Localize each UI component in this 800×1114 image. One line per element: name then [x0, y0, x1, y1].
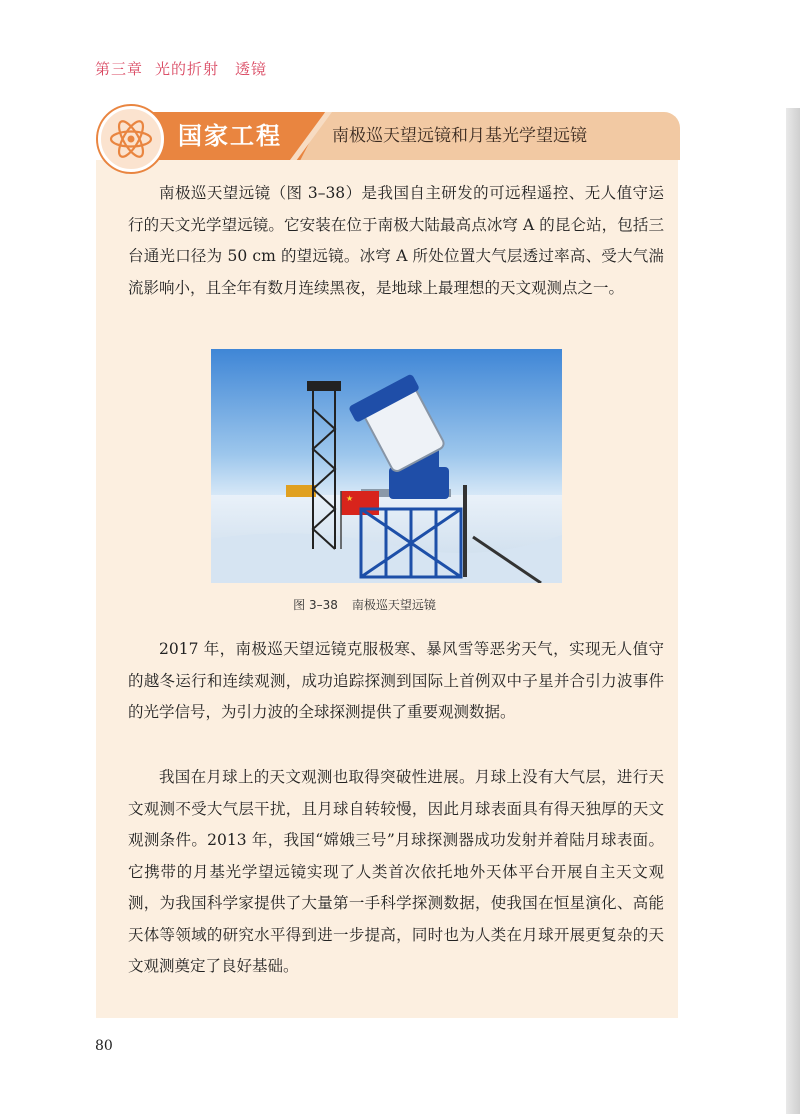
figure-telescope-photo — [211, 349, 562, 583]
paragraph-moon: 我国在月球上的天文观测也取得突破性进展。月球上没有大气层，进行天文观测不受大气层干扰，且月球自转较慢，因此月球表面具有得天独厚的天文观测条件。2013 年，我国“嫦娥三号”月球探测器成功发射并着陆月球表面。它携带的月基光学望远镜实现了人类首次依托地外天体平台开展自主天文观测，为我国科学家提供了大量第一手科学探测数据，使我国在恒星演化、高能天体等领域的研究水平得到进一步提高，同时也为人类在月球开展更复杂的天文观测奠定了良好基础。 — [128, 768, 664, 975]
figure-number: 图 3–38 — [293, 598, 338, 612]
page-number: 80 — [95, 1038, 113, 1054]
telescope-photo — [211, 349, 562, 583]
banner-title: 南极巡天望远镜和月基光学望远镜 — [332, 126, 587, 146]
banner-label: 国家工程 — [178, 122, 282, 150]
banner-badge — [98, 106, 164, 172]
figure-caption — [189, 596, 540, 613]
svg-text:★: ★ — [346, 494, 354, 503]
figure-caption-text: 南极巡天望远镜 — [351, 598, 436, 612]
chapter-label: 第三章 — [95, 60, 144, 78]
paragraph-2017: 2017 年，南极巡天望远镜克服极寒、暴风雪等恶劣天气，实现无人值守的越冬运行和连续观测，成功追踪探测到国际上首例双中子星并合引力波事件的光学信号，为引力波的全球探测提供了重要观测数据。 — [128, 640, 664, 721]
atom-icon — [107, 115, 155, 163]
section-label: 光的折射 透镜 — [155, 60, 268, 78]
page-edge-strip — [786, 108, 800, 1114]
running-head — [95, 58, 267, 79]
paragraph-intro: 南极巡天望远镜（图 3–38）是我国自主研发的可远程遥控、无人值守运行的天文光学望远镜。它安装在位于南极大陆最高点冰穹 A 的昆仑站，包括三台通光口径为 50 cm 的望远镜。冰穹 A 所处位置大气层透过率高、受大气湍流影响小，且全年有数月连续黑夜，是地球上最理想的天文观测点之一。 — [128, 184, 664, 297]
